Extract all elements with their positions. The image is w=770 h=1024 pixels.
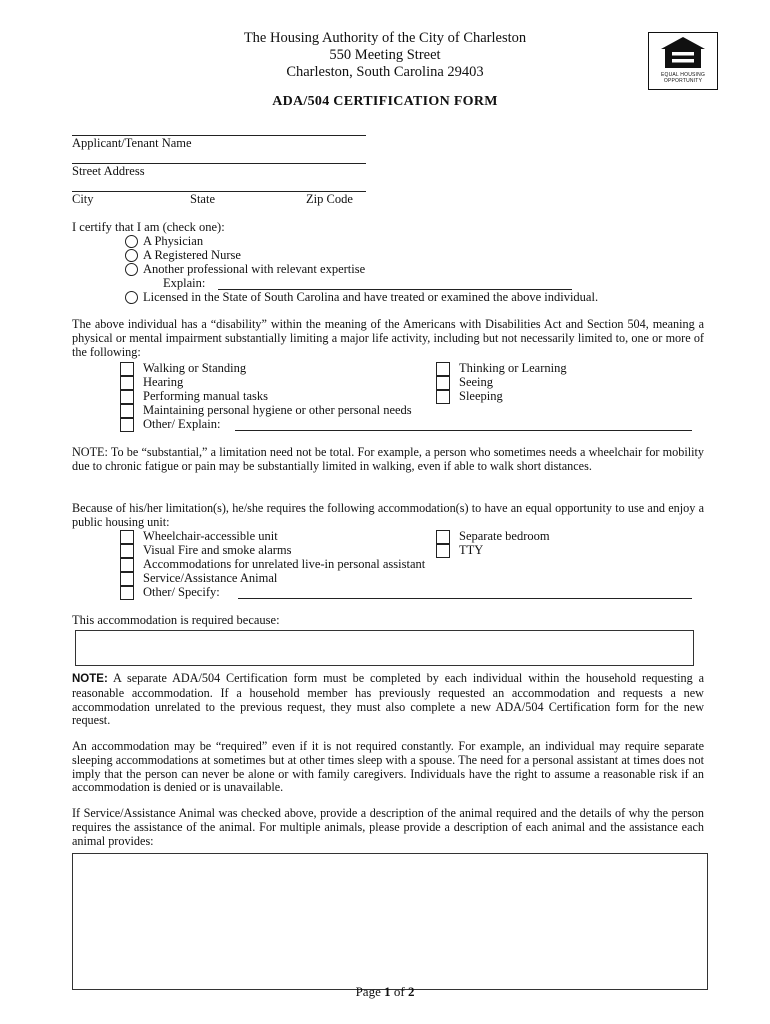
zip-label: Zip Code <box>306 192 353 206</box>
required-paragraph: An accommodation may be “required” even if it is not required constantly. For example, an individual may require separate sleeping accommodations at sometimes but at other times sleep with a spouse. The need for a personal assistant at times does not imply that the person can never be alone or with family caregivers. Individuals have the right to assume a reasonable risk if an accommodation is denied or is unavailable. <box>72 739 704 795</box>
label-other-explain: Other/ Explain: <box>143 417 221 431</box>
required-because-box[interactable] <box>75 630 694 666</box>
checkbox-thinking[interactable] <box>436 362 450 376</box>
disability-paragraph: The above individual has a “disability” within the meaning of the Americans with Disabilities Act and Section 504, meaning a physical or mental impairment substantially limiting a major life activity, including but not necessarily limited to, one or more of the following: <box>72 317 704 359</box>
equal-housing-logo <box>648 32 718 90</box>
page-number: 1 <box>384 984 391 999</box>
radio-registered-nurse[interactable] <box>125 249 138 262</box>
animal-paragraph: If Service/Assistance Animal was checked above, provide a description of the animal required and the details of why the person requires the assistance of the animal. For multiple animals, please provide a description of each animal and the assistance each animal provides: <box>72 806 704 848</box>
checkbox-live-in-assistant[interactable] <box>120 558 134 572</box>
radio-other-professional[interactable] <box>125 263 138 276</box>
label-visual-alarms: Visual Fire and smoke alarms <box>143 543 292 557</box>
label-service-animal: Service/Assistance Animal <box>143 571 278 585</box>
option-other-professional: Another professional with relevant expertise <box>143 262 366 276</box>
label-walking: Walking or Standing <box>143 361 247 375</box>
other-explain-line[interactable] <box>235 430 692 431</box>
label-wheelchair: Wheelchair-accessible unit <box>143 529 278 543</box>
label-sleeping: Sleeping <box>459 389 503 403</box>
checkbox-other-specify[interactable] <box>120 586 134 600</box>
option-registered-nurse: A Registered Nurse <box>143 248 241 262</box>
checkbox-hearing[interactable] <box>120 376 134 390</box>
checkbox-manual-tasks[interactable] <box>120 390 134 404</box>
form-title: ADA/504 CERTIFICATION FORM <box>272 94 498 109</box>
checkbox-service-animal[interactable] <box>120 572 134 586</box>
option-physician: A Physician <box>143 234 204 248</box>
checkbox-other-explain[interactable] <box>120 418 134 432</box>
header-org-name: The Housing Authority of the City of Charleston <box>243 30 527 46</box>
checkbox-separate-bedroom[interactable] <box>436 530 450 544</box>
label-live-in-assistant: Accommodations for unrelated live-in personal assistant <box>143 557 426 571</box>
checkbox-seeing[interactable] <box>436 376 450 390</box>
explain-label: Explain: <box>163 276 206 290</box>
city-label: City <box>72 192 94 206</box>
label-other-specify: Other/ Specify: <box>143 585 220 599</box>
checkbox-visual-alarms[interactable] <box>120 544 134 558</box>
label-thinking: Thinking or Learning <box>459 361 567 375</box>
accommodation-paragraph: Because of his/her limitation(s), he/she requires the following accommodation(s) to have an equal opportunity to use and enjoy a public housing unit: <box>72 501 704 529</box>
page-footer <box>0 984 770 1000</box>
label-tty: TTY <box>459 543 484 557</box>
checkbox-walking[interactable] <box>120 362 134 376</box>
page-word: Page <box>355 984 381 999</box>
of-word: of <box>393 984 405 999</box>
state-label: State <box>190 192 215 206</box>
option-licensed: Licensed in the State of South Carolina and have treated or examined the above individual. <box>143 290 599 304</box>
label-hearing: Hearing <box>143 375 184 389</box>
house-icon <box>649 33 717 73</box>
animal-description-box[interactable] <box>72 853 708 990</box>
note-text: A separate ADA/504 Certification form must be completed by each individual within the household requesting a reasonable accommodation. If a household member has previously requested an accommodation and requests a new accommodation unrelated to the previous request, they must also complete a new ADA/504 Certification form for the new request. <box>72 671 704 728</box>
checkbox-wheelchair[interactable] <box>120 530 134 544</box>
street-label: Street Address <box>72 164 145 178</box>
equal-housing-text: EQUAL HOUSING OPPORTUNITY <box>660 72 706 84</box>
checkbox-tty[interactable] <box>436 544 450 558</box>
radio-licensed[interactable] <box>125 291 138 304</box>
note-substantial: NOTE: To be “substantial,” a limitation need not be total. For example, a person who sometimes needs a wheelchair for mobility due to chronic fatigue or pain may be substantially limited in walking, even if able to walk short distances. <box>72 445 704 473</box>
note-label: NOTE: <box>72 673 108 685</box>
radio-physician[interactable] <box>125 235 138 248</box>
checkbox-sleeping[interactable] <box>436 390 450 404</box>
header-city: Charleston, South Carolina 29403 <box>286 64 484 80</box>
note-separate-form <box>72 672 704 728</box>
label-hygiene: Maintaining personal hygiene or other personal needs <box>143 403 412 417</box>
checkbox-hygiene[interactable] <box>120 404 134 418</box>
other-specify-line[interactable] <box>238 598 692 599</box>
label-seeing: Seeing <box>459 375 494 389</box>
certify-intro: I certify that I am (check one): <box>72 220 225 234</box>
required-because-label: This accommodation is required because: <box>72 613 280 627</box>
label-manual-tasks: Performing manual tasks <box>143 389 268 403</box>
name-label: Applicant/Tenant Name <box>72 136 192 150</box>
label-separate-bedroom: Separate bedroom <box>459 529 550 543</box>
page-total: 2 <box>407 984 415 999</box>
header-street: 550 Meeting Street <box>329 47 441 63</box>
